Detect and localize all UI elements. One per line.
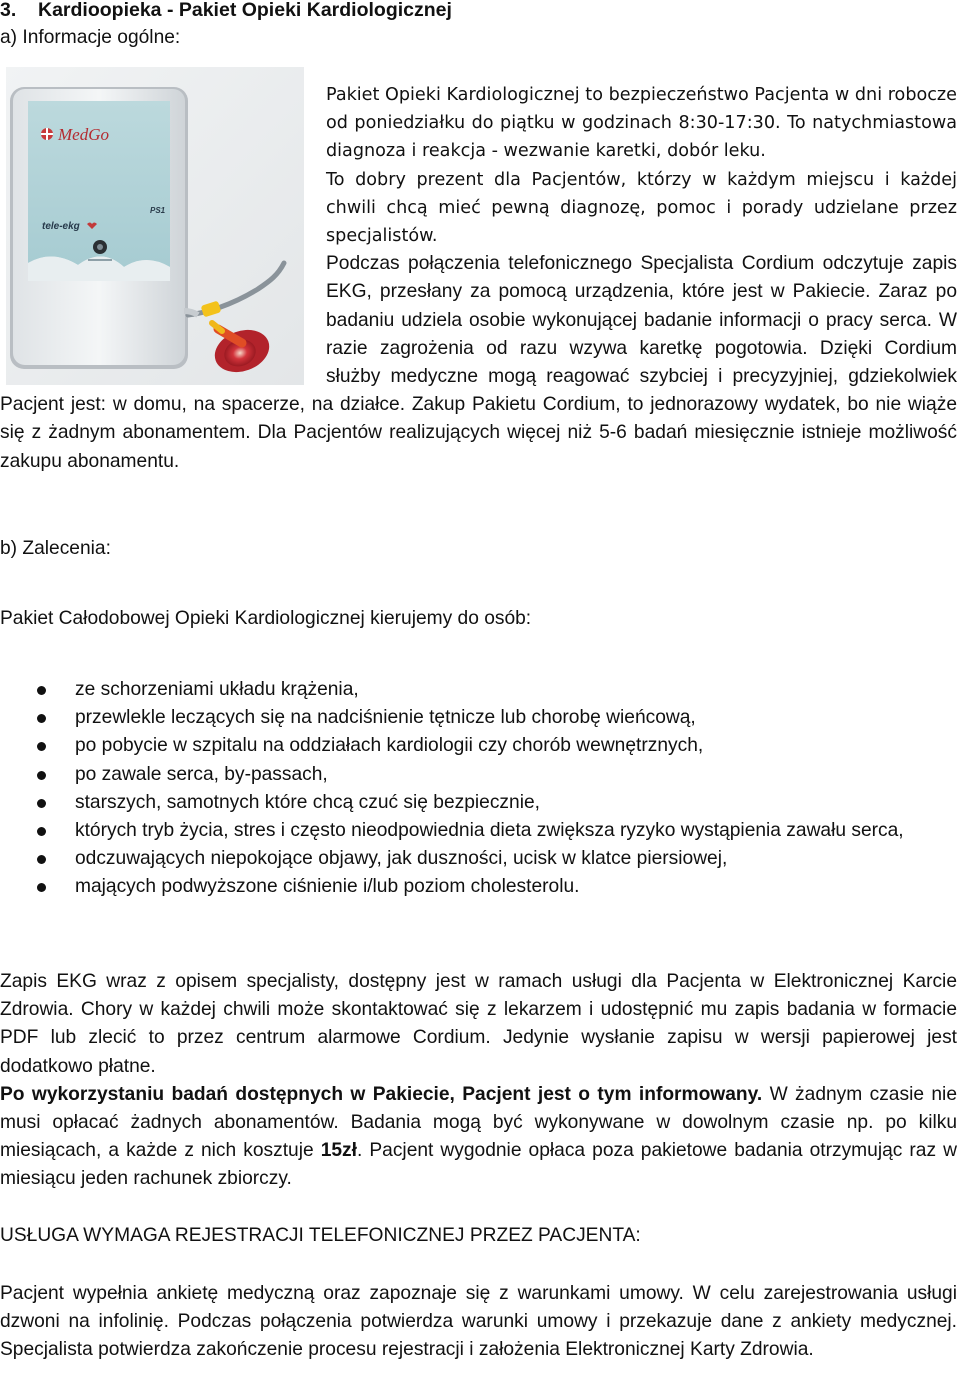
intro-paragraph-1: Pakiet Opieki Kardiologicznej to bezpieczeństwo Pacjenta w dni robocze od poniedziałku do piątku w godzinach 8:30-17:30. To natychmiastowa diagnoza i reakcja - wezwanie karetki, dobór leku. xyxy=(326,85,957,162)
list-item: starszych, samotnych które chcą czuć się bezpiecznie, xyxy=(0,789,957,817)
section-number: 3. xyxy=(0,0,17,21)
intro-paragraph-3: Podczas połączenia telefonicznego Specjalista Cordium odczytuje zapis EKG, przesłany za pomocą urządzenia, które jest w Pakiecie. Zaraz po badaniu udziela osobie wykonującej badanie informacji o pracy serca. W razie zagrożenia od razu wzywa karetkę pogotowia. Dzięki Cordium służby medyczne mogą reagować szybciej i precyzyjniej, gdziekolwiek Pacjent jest: w domu, na spacerze, na działce. Zakup Pakietu Cordium, to jednorazowy wydatek, bo nie wiąże się z żadnym abonamentem. Dla Pacjentów realizujących więcej niż 5-6 badań miesięcznie istnieje możliwość zakupu abonamentu. xyxy=(0,253,957,472)
list-item: odczuwających niepokojące objawy, jak duszności, ucisk w klatce piersiowej, xyxy=(0,845,957,873)
ekg-record-text: Zapis EKG wraz z opisem specjalisty, dostępny jest w ramach usługi dla Pacjenta w Elektronicznej Karcie Zdrowia. Chory w każdej chwili może skontaktować się z lekarzem i udostępnić mu zapis badania w formacie PDF lub zlecić to przez centrum alarmowe Cordium. Jedynie wysłanie zapisu w wersji papierowej jest dodatkowo płatne. xyxy=(0,971,957,1077)
list-item: po pobycie w szpitalu na oddziałach kardiologii czy chorób wewnętrznych, xyxy=(0,732,957,760)
bullet-icon xyxy=(37,771,46,780)
list-item: ze schorzeniami układu krążenia, xyxy=(0,676,957,704)
bullet-icon xyxy=(37,855,46,864)
list-item: po zawale serca, by-passach, xyxy=(0,761,957,789)
device-product: tele-ekg xyxy=(42,221,80,232)
list-item: przewlekle leczących się na nadciśnienie tętnicze lub chorobę wieńcową, xyxy=(0,704,957,732)
ekg-record-price: 15zł xyxy=(320,1140,357,1162)
list-item: których tryb życia, stres i często nieodpowiednia dieta zwiększa ryzyko wystąpienia zawału serca, xyxy=(0,817,957,845)
section-title: Kardioopieka - Pakiet Opieki Kardiologicznej xyxy=(38,0,452,21)
device-brand: MedGo xyxy=(58,125,109,144)
bullet-icon xyxy=(37,827,46,836)
bullet-icon xyxy=(37,742,46,751)
bullet-icon xyxy=(37,799,46,808)
ekg-record-continuation-end: . Pacjent wygodnie opłaca poza pakietowe badania otrzymując raz w miesiącu jeden rachunek zbiorczy. xyxy=(0,1140,957,1190)
list-item: mających podwyższone ciśnienie i/lub poziom cholesterolu. xyxy=(0,873,957,901)
device-model: PS1 xyxy=(150,206,166,215)
ekg-record-continuation: W żadnym czasie nie musi opłacać żadnych abonamentów. Badania mogą być wykonywane w dowolnym czasie np. po kilku miesiącach, a każde z nich kosztuje xyxy=(0,1083,957,1162)
bullet-icon xyxy=(37,686,46,695)
ekg-record-paragraph xyxy=(0,968,957,1194)
registration-paragraph: Pacjent wypełnia ankietę medyczną oraz zapoznaje się z warunkami umowy. W celu zarejestrowania usługi dzwoni na infolinię. Podczas połączenia potwierdza warunki umowy i przekazuje dane z ankiety medycznej. Specjalista potwierdza zakończenie procesu rejestracji i założenia Elektronicznej Karty Zdrowia. xyxy=(0,1283,957,1361)
recommendations-list xyxy=(0,676,957,902)
info-heading: a) Informacje ogólne: xyxy=(0,27,181,48)
bullet-icon xyxy=(37,714,46,723)
ekg-record-bold-statement: Po wykorzystaniu badań dostępnych w Pakiecie, Pacjent jest o tym informowany. xyxy=(0,1083,763,1105)
intro-paragraph-2: To dobry prezent dla Pacjentów, którzy w każdym miejscu i każdej chwili chcą mieć pewną diagnozę, pomoc i porady udzielane przez specjalistów. xyxy=(326,169,957,247)
bullet-icon xyxy=(37,883,46,892)
recommendations-heading: b) Zalecenia: xyxy=(0,538,111,559)
intro-text-block xyxy=(0,81,957,476)
section-heading xyxy=(0,0,452,24)
recommendations-lead: Pakiet Całodobowej Opieki Kardiologicznej kierujemy do osób: xyxy=(0,608,532,629)
registration-heading: USŁUGA WYMAGA REJESTRACJI TELEFONICZNEJ PRZEZ PACJENTA: xyxy=(0,1225,641,1246)
